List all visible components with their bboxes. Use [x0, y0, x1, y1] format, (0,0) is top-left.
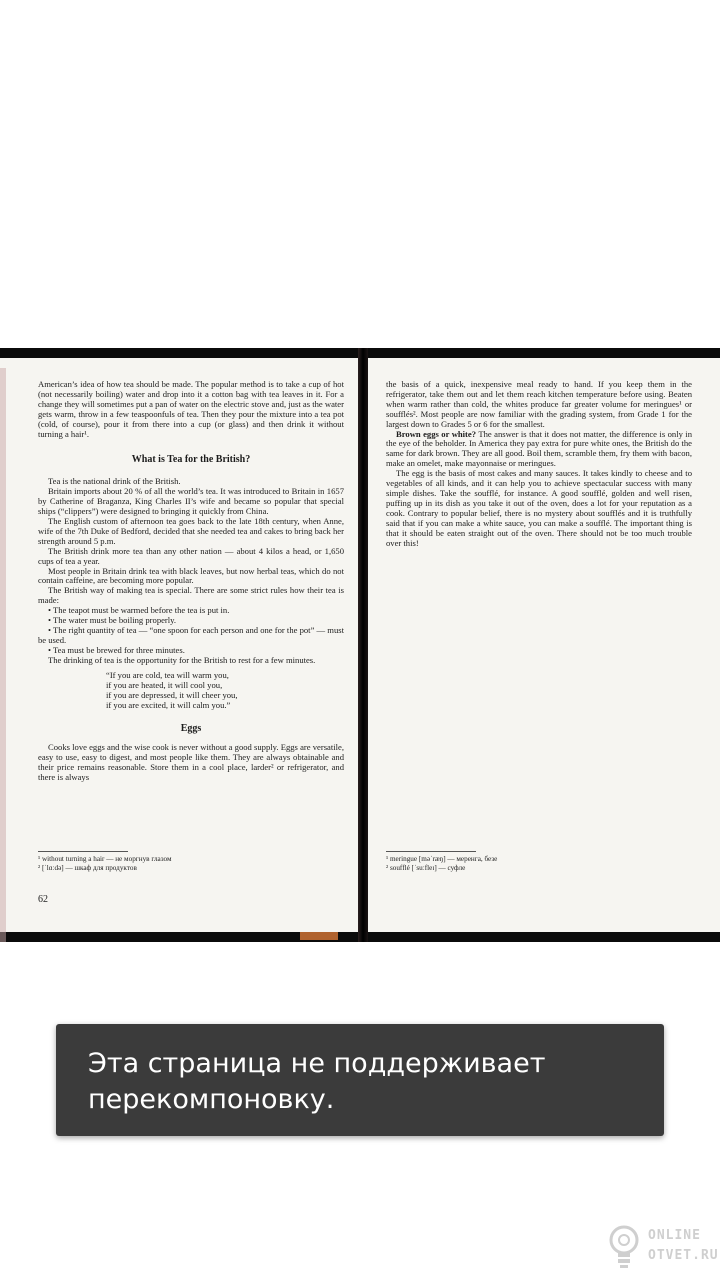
paragraph: The English custom of afternoon tea goes back to the late 18th century, when Anne, wife of the 7th Duke of Bedford, decided that she needed tea and cakes to bring back her strength around 5 p.m.	[38, 515, 344, 546]
right-page	[368, 358, 720, 932]
watermark	[606, 1222, 719, 1276]
reflow-toast	[56, 1024, 664, 1136]
right-page-text	[386, 380, 692, 548]
watermark-text	[648, 1226, 719, 1266]
paragraph	[386, 430, 692, 470]
paragraph: Most people in Britain drink tea with black leaves, but now herbal teas, which do not contain caffeine, are becoming more popular.	[38, 565, 344, 586]
rules-list	[38, 606, 344, 656]
toast-message: Эта страница не поддерживает перекомпоновку.	[88, 1048, 546, 1115]
left-page-text	[38, 380, 344, 783]
poem	[106, 670, 344, 710]
list-item: • Tea must be brewed for three minutes.	[48, 644, 185, 655]
footnote: ¹ meringue [məˈræŋ] — меренга, безе	[386, 855, 498, 863]
list-item: • The teapot must be warmed before the tea is put in.	[48, 605, 230, 616]
left-page	[0, 358, 358, 932]
poem-line: if you are depressed, it will cheer you,	[106, 689, 238, 700]
paragraph: The egg is the basis of most cakes and many sauces. It takes kindly to cheese and to vegetables of all kinds, and it can help you to achieve spectacular success with many simple dishes. Take the soufflé, for instance. A good soufflé, golden and well risen, puffing up in its dish as you take it out of the oven, does a lot for your reputation as a cook. Contrary to popular belief, there is no mystery about soufflés and it is truthfully said that if you can make a white sauce, you can make a soufflé. The important thing is that it should be eaten straight out of the oven. There should not be too much trouble over this!	[386, 468, 692, 548]
footnote-rule	[38, 851, 128, 852]
watermark-line: OTVET.RU	[648, 1248, 719, 1263]
paragraph: American’s idea of how tea should be made. The popular method is to take a cup of hot (not necessarily boiling) water and drop into it a cotton bag with tea leaves in it. For a change they will sometimes put a pan of water on the electric stove and, just as the water gets warm, throw in a few teaspoonfuls of tea. Then they pour the mixture into a tea pot (cold, of course), pour it from there into a cup (or glass) and then drink it without turning a hair¹.	[38, 379, 344, 439]
paragraph: The British drink more tea than any other nation — about 4 kilos a head, or 1,650 cups of tea a year.	[38, 545, 344, 566]
bold-question: Brown eggs or white?	[396, 428, 477, 439]
footnotes	[38, 855, 258, 873]
paragraph: The drinking of tea is the opportunity for the British to rest for a few minutes.	[48, 654, 316, 665]
section-heading: Eggs	[180, 722, 202, 734]
poem-line: if you are excited, it will calm you.”	[106, 699, 231, 710]
scanned-book-spread	[0, 348, 720, 942]
footnotes	[386, 855, 626, 873]
footnote-rule	[386, 851, 476, 852]
paragraph: the basis of a quick, inexpensive meal ready to hand. If you keep them in the refrigerator, take them out and let them reach kitchen temperature before using. Beaten when warm rather than cold, the whites produce far greater volume for meringues¹ or soufflés². Most people are now familiar with the grading system, from Grade 1 for the largest down to Grades 5 or 6 for the smallest.	[386, 379, 692, 429]
page-number: 62	[38, 894, 48, 905]
footnote: ¹ without turning a hair — не моргнув глазом	[38, 855, 172, 863]
paragraph: Britain imports about 20 % of all the world’s tea. It was introduced to Britain in 1657 by Catherine of Braganza, King Charles II’s wife and became so popular that special ships (“clippers”) were designed to bringing it quickly from China.	[38, 486, 344, 517]
footnote: ² [ˈlɑːdə] — шкаф для продуктов	[38, 864, 137, 872]
paragraph: The British way of making tea is special. There are some strict rules how their tea is made:	[38, 585, 344, 606]
section-heading: What is Tea for the British?	[131, 454, 251, 466]
paragraph-text: The answer is that it does not matter, the difference is only in the eye of the beholder. In America they pay extra for pure white ones, the British do the same for dark brown. They are all good. Boil them, scramble them, fry them with bacon, make an omelet, make mayonnaise or meringues.	[386, 428, 692, 469]
footnote: ² soufflé [ˈsuːfleɪ] — суфле	[386, 864, 466, 872]
page-edge-shadow	[0, 368, 6, 942]
list-item: • The water must be boiling properly.	[48, 615, 177, 626]
list-item: • The right quantity of tea — “one spoon for each person and one for the pot” — must be used.	[38, 624, 344, 645]
paragraph: Cooks love eggs and the wise cook is never without a good supply. Eggs are versatile, easy to use, easy to digest, and most people like them. They are always obtainable and their price remains reasonable. Store them in a cool place, larder² or refrigerator, and there is always	[38, 742, 344, 783]
lightbulb-icon	[606, 1222, 642, 1274]
poem-line: “If you are cold, tea will warm you,	[106, 669, 229, 680]
bookmark-tab	[300, 932, 338, 940]
poem-line: if you are heated, it will cool you,	[106, 679, 223, 690]
watermark-line: ONLINE	[648, 1228, 701, 1243]
book-gutter	[358, 348, 368, 942]
paragraph: Tea is the national drink of the British.	[48, 476, 181, 487]
